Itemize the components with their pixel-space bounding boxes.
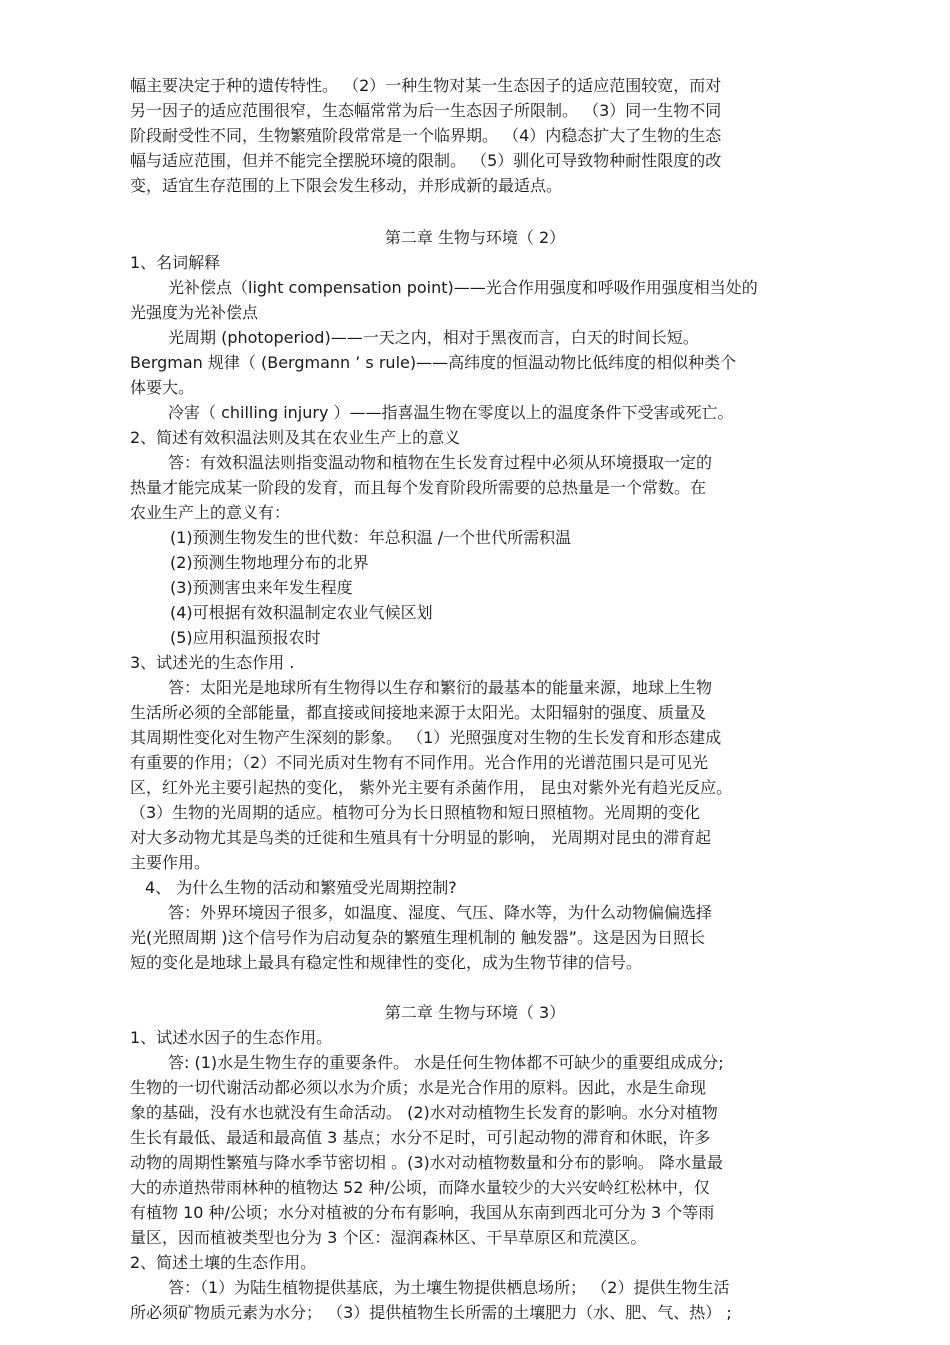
answer-line: 有植物 10 种/公顷；水分对植被的分布有影响，我国从东南到西北可分为 3 个等雨 [130, 1203, 715, 1222]
answer-line: 生活所必须的全部能量，都直接或间接地来源于太阳光。太阳辐射的强度、质量及 [130, 703, 707, 722]
text-line: 阶段耐受性不同，生物繁殖阶段常常是一个临界期。 （4）内稳态扩大了生物的生态 [130, 126, 722, 145]
answer-line: 区，红外光主要引起热的变化， 紫外光主要有杀菌作用， 昆虫对紫外光有趋光反应。 [130, 778, 733, 797]
list-item: (4)可根据有效积温制定农业气候区划 [170, 603, 433, 622]
question-title: 3、试述光的生态作用 . [130, 653, 295, 672]
answer-line: 答: (1)水是生物生存的重要条件。 水是任何生物体都不可缺少的重要组成成分; [168, 1053, 724, 1072]
text-line: 变，适宜生存范围的上下限会发生移动，并形成新的最适点。 [130, 176, 563, 195]
answer-line: 答：外界环境因子很多，如温度、湿度、气压、降水等，为什么动物偏偏选择 [168, 903, 713, 922]
list-item: (1)预测生物发生的世代数：年总积温 /一个世代所需积温 [170, 528, 572, 547]
answer-line: 短的变化是地球上最具有稳定性和规律性的变化，成为生物节律的信号。 [130, 953, 643, 972]
question-title: 2、简述土壤的生态作用。 [130, 1253, 317, 1272]
answer-line: 对大多动物尤其是鸟类的迁徙和生殖具有十分明显的影响， 光周期对昆虫的滞育起 [130, 828, 712, 847]
answer-line: 答：有效积温法则指变温动物和植物在生长发育过程中必须从环境摄取一定的 [168, 453, 713, 472]
answer-line: 答：（1）为陆生植物提供基底，为土壤生物提供栖息场所； （2）提供生物生活 [168, 1278, 730, 1297]
definition-line: 光补偿点（light compensation point)——光合作用强度和呼吸作用强度相当处的 [168, 278, 758, 297]
question-title: 4、 为什么生物的活动和繁殖受光周期控制? [145, 878, 457, 897]
list-item: (2)预测生物地理分布的北界 [170, 553, 369, 572]
answer-line: 答：太阳光是地球所有生物得以生存和繁衍的最基本的能量来源，地球上生物 [168, 678, 713, 697]
answer-line: 象的基础，没有水也就没有生命活动。 (2)水对动植物生长发育的影响。水分对植物 [130, 1103, 718, 1122]
answer-line: 大的赤道热带雨林种的植物达 52 种/公顷，而降水量较少的大兴安岭红松林中，仅 [130, 1178, 710, 1197]
answer-line: 热量才能完成某一阶段的发育，而且每个发育阶段所需要的总热量是一个常数。在 [130, 478, 707, 497]
definition-line: 光周期 (photoperiod)——一天之内，相对于黑夜而言，白天的时间长短。 [168, 328, 699, 347]
definition-line: 光强度为光补偿点 [130, 303, 259, 322]
definition-line: Bergman 规律（ (Bergmann ’ s rule)——高纬度的恒温动物比低纬度的相似种类个 [130, 353, 737, 372]
question-title: 1、名词解释 [130, 253, 221, 272]
answer-line: 其周期性变化对生物产生深刻的影象。 （1）光照强度对生物的生长发育和形态建成 [130, 728, 722, 747]
text-line: 幅主要决定于种的遗传特性。 （2）一种生物对某一生态因子的适应范围较宽，而对 [130, 76, 722, 95]
answer-line: 有重要的作用；（2）不同光质对生物有不同作用。光合作用的光谱范围只是可见光 [130, 753, 709, 772]
question-title: 2、简述有效积温法则及其在农业生产上的意义 [130, 428, 461, 447]
answer-line: （3）生物的光周期的适应。植物可分为长日照植物和短日照植物。光周期的变化 [130, 803, 701, 822]
text-line: 幅与适应范围，但并不能完全摆脱环境的限制。 （5）驯化可导致物种耐性限度的改 [130, 151, 722, 170]
answer-line: 农业生产上的意义有： [130, 503, 291, 522]
question-title: 1、试述水因子的生态作用。 [130, 1028, 333, 1047]
list-item: (5)应用积温预报农时 [170, 628, 321, 647]
answer-line: 生长有最低、最适和最高值 3 基点；水分不足时，可引起动物的滞育和休眠，许多 [130, 1128, 711, 1147]
answer-line: 所必须矿物质元素为水分； （3）提供植物生长所需的土壤肥力（水、肥、气、热） ; [130, 1303, 732, 1322]
list-item: (3)预测害虫来年发生程度 [170, 578, 353, 597]
answer-line: 量区，因而植被类型也分为 3 个区：湿润森林区、干旱草原区和荒漠区。 [130, 1228, 647, 1247]
definition-line: 体要大。 [130, 378, 195, 397]
definition-line: 冷害（ chilling injury ）——指喜温生物在零度以上的温度条件下受害或死亡。 [168, 403, 734, 422]
chapter-heading: 第二章 生物与环境（ 2） [384, 228, 566, 247]
answer-line: 光(光照周期 )这个信号作为启动复杂的繁殖生理机制的 触发器”。这是因为日照长 [130, 928, 705, 947]
text-line: 另一因子的适应范围很窄，生态幅常常为后一生态因子所限制。 （3）同一生物不同 [130, 101, 722, 120]
answer-line: 主要作用。 [130, 853, 211, 872]
chapter-heading: 第二章 生物与环境（ 3） [384, 1003, 566, 1022]
answer-line: 动物的周期性繁殖与降水季节密切相 。(3)水对动植物数量和分布的影响。 降水量最 [130, 1153, 723, 1172]
answer-line: 生物的一切代谢活动都必须以水为介质；水是光合作用的原料。因此，水是生命现 [130, 1078, 707, 1097]
